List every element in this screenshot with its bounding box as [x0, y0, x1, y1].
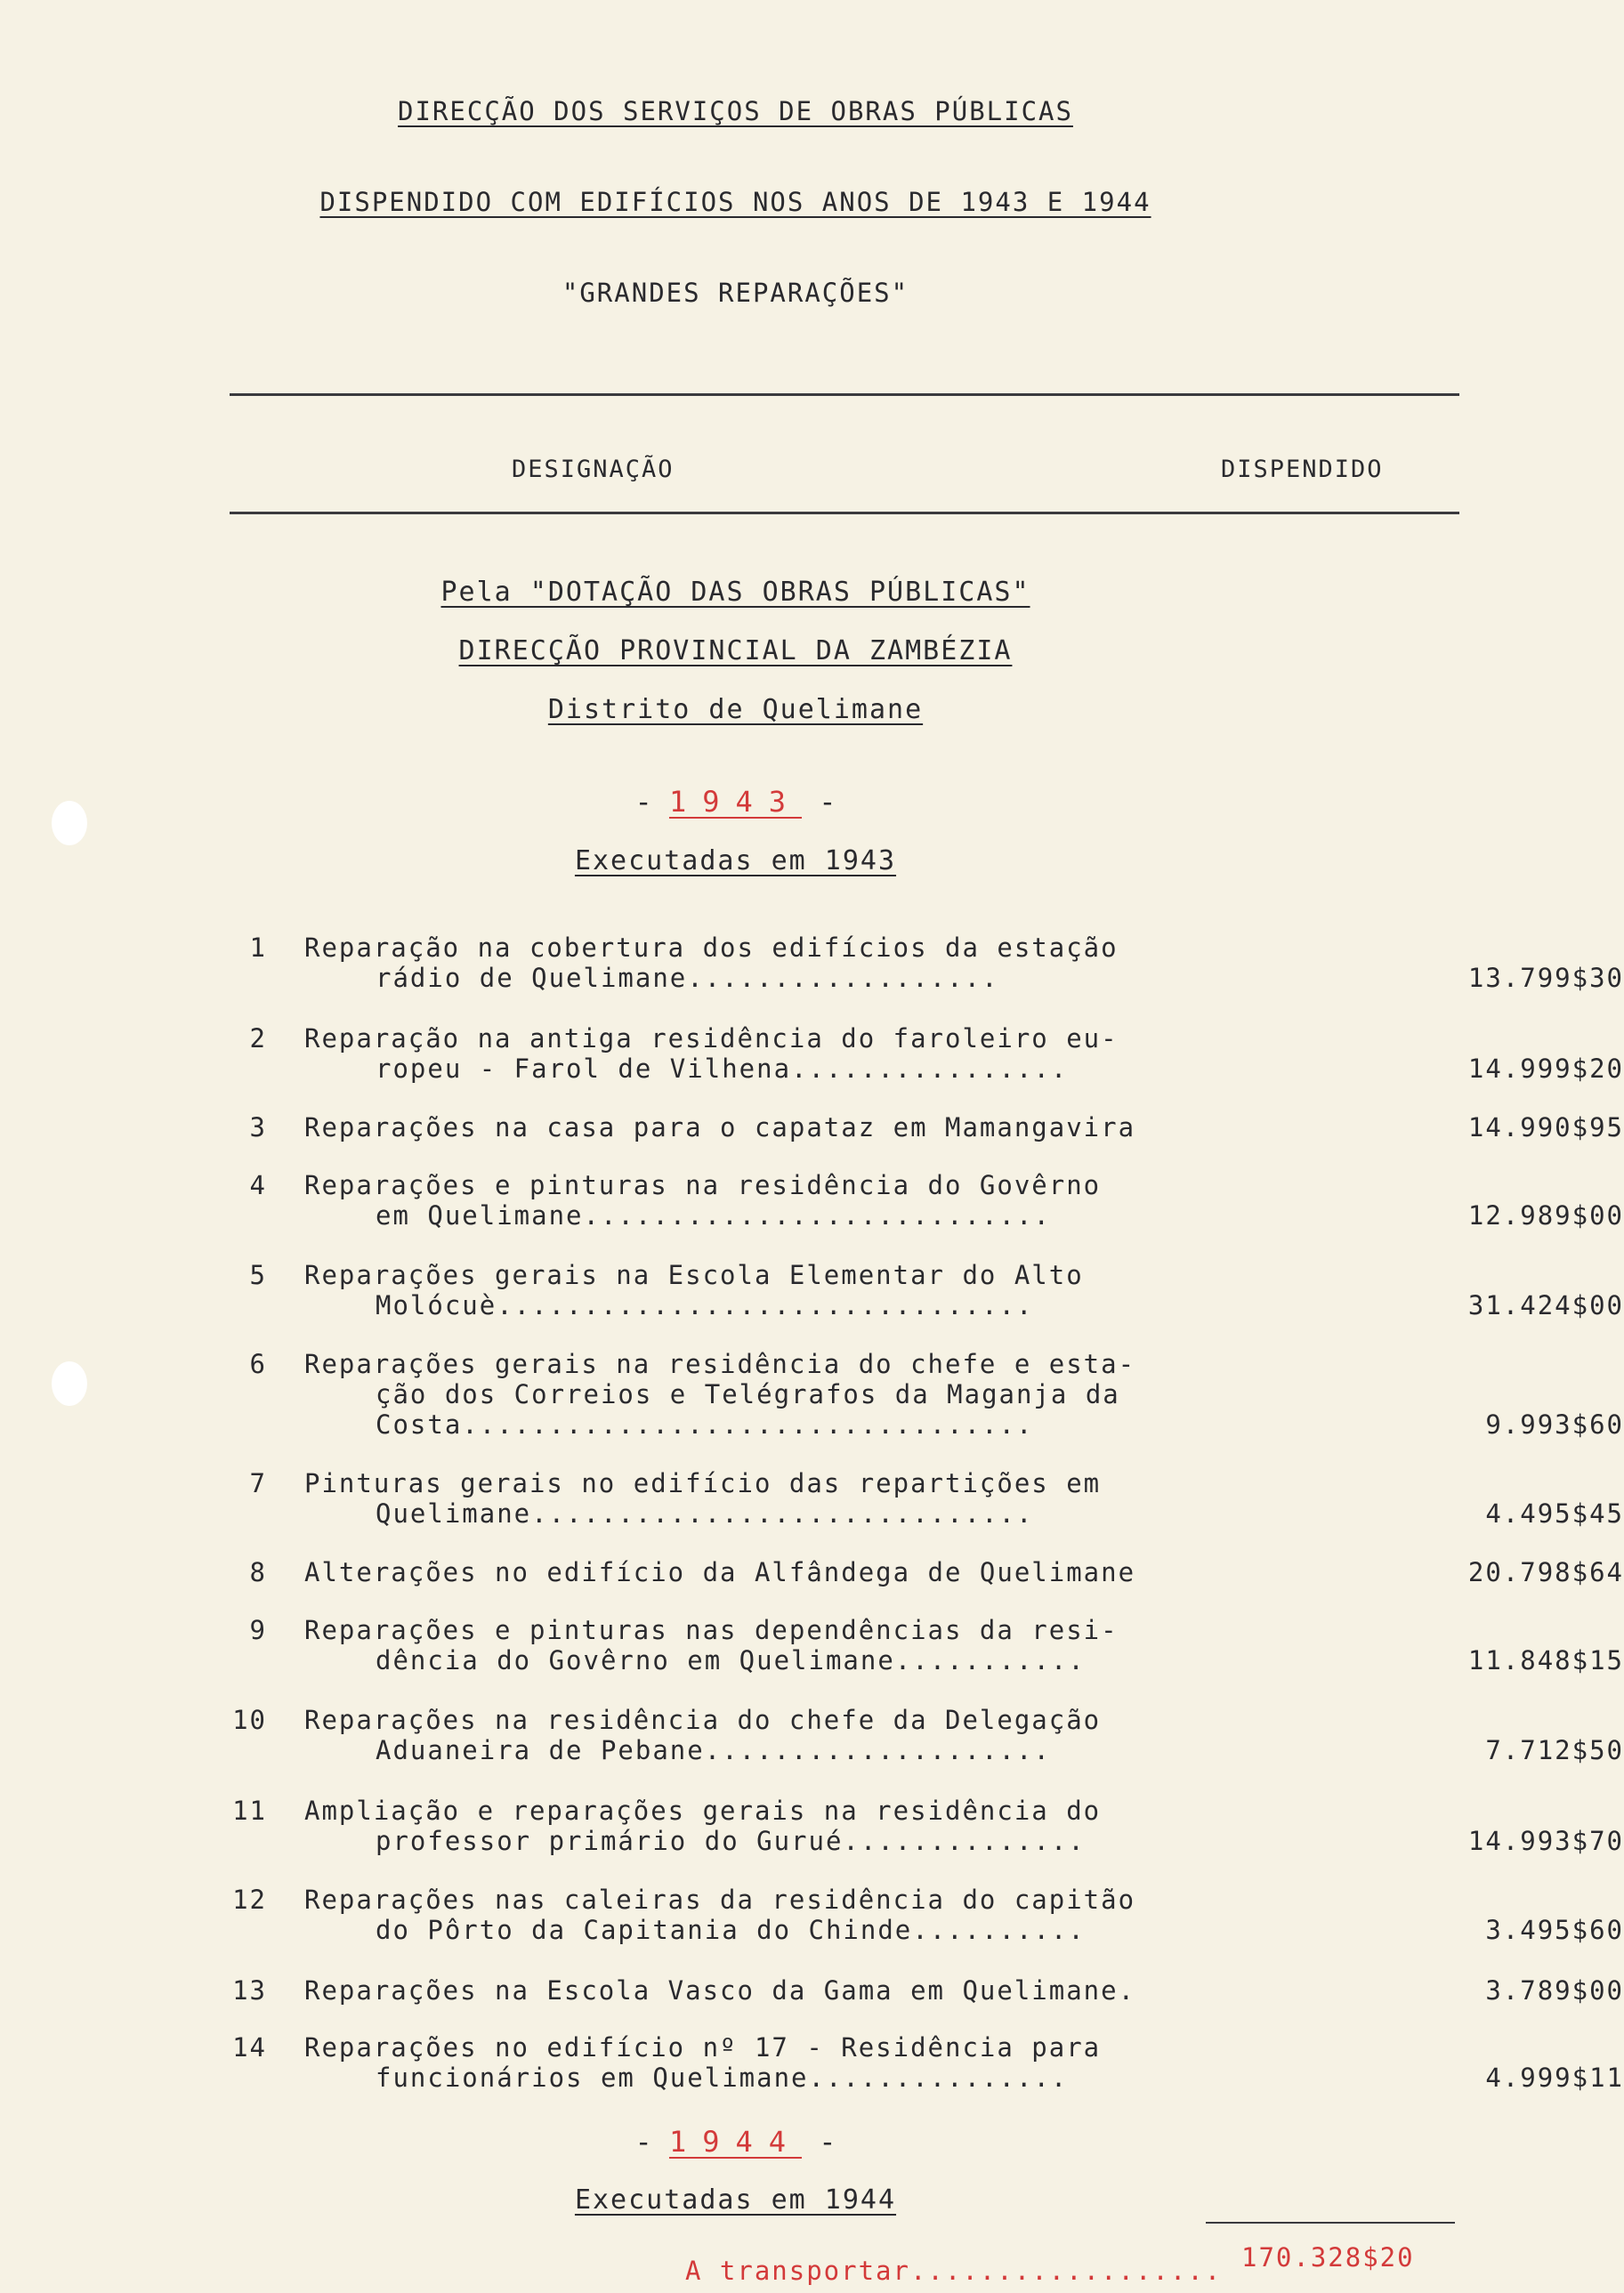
item-description-line: funcionários em Quelimane............... [376, 2063, 1069, 2093]
executed-1943: Executadas em 1943 [574, 845, 897, 876]
year-1944: 1944 [668, 2125, 803, 2159]
item-description-line: Molócuè............................... [376, 1290, 1034, 1320]
item-number: 6 [249, 1349, 267, 1379]
section-line-3: Distrito de Quelimane [547, 694, 924, 725]
year-1943: 1943 [668, 785, 803, 819]
item-description-line: Ampliação e reparações gerais na residência do [304, 1796, 1102, 1826]
table-header-rule [230, 512, 1459, 514]
item-description-line: Costa................................. [376, 1409, 1034, 1440]
year-heading-1943: - 1943 - [634, 785, 836, 819]
item-description-line: Reparações no edifício nº 17 - Residência para [304, 2032, 1102, 2063]
item-description-line: ropeu - Farol de Vilhena................ [376, 1054, 1069, 1084]
item-description-line: Reparações na Escola Vasco da Gama em Quelimane. [304, 1975, 1136, 2006]
punch-hole [52, 1361, 87, 1406]
item-description [304, 1885, 1194, 1945]
item-amount: 31.424$00 [1467, 1290, 1624, 1320]
item-number: 12 [232, 1885, 267, 1915]
item-description-line: Reparação na antiga residência do faroleiro eu- [304, 1023, 1119, 1054]
item-description-line: do Pôrto da Capitania do Chinde.......... [376, 1915, 1086, 1945]
item-description [304, 1796, 1194, 1856]
item-number: 3 [249, 1112, 267, 1142]
item-amount: 20.798$64 [1467, 1557, 1624, 1587]
header-line-3: "GRANDES REPARAÇÕES" [562, 278, 909, 308]
item-description [304, 2032, 1194, 2093]
item-description-line: Pinturas gerais no edifício das repartições em [304, 1468, 1102, 1498]
item-amount: 3.495$60 [1485, 1915, 1624, 1945]
item-number: 5 [249, 1260, 267, 1290]
item-description-line: Reparações gerais na Escola Elementar do Alto [304, 1260, 1084, 1290]
item-description [304, 1557, 1194, 1587]
item-description [304, 1023, 1194, 1084]
section-funding [0, 577, 1471, 608]
item-description-line: em Quelimane........................... [376, 1200, 1051, 1231]
header-title [0, 96, 1471, 126]
item-description-line: Reparações e pinturas na residência do Govêrno [304, 1170, 1102, 1200]
item-description-line: Reparações na residência do chefe da Delegação [304, 1705, 1102, 1735]
item-description-line: professor primário do Gurué.............. [376, 1826, 1086, 1856]
section-line-2: DIRECÇÃO PROVINCIAL DA ZAMBÉZIA [458, 635, 1013, 666]
item-description [304, 1349, 1194, 1440]
item-number: 10 [232, 1705, 267, 1735]
header-line-1: DIRECÇÃO DOS SERVIÇOS DE OBRAS PÚBLICAS [398, 96, 1073, 126]
item-amount: 14.990$95 [1467, 1112, 1624, 1142]
item-description-line: Reparações gerais na residência do chefe e esta- [304, 1349, 1136, 1379]
column-header-spent: DISPENDIDO [1221, 456, 1384, 483]
item-description [304, 1615, 1194, 1675]
column-header-designation: DESIGNAÇÃO [512, 456, 675, 483]
item-number: 14 [232, 2032, 267, 2063]
item-amount: 14.999$20 [1467, 1054, 1624, 1084]
item-amount: 4.999$11 [1485, 2063, 1624, 2093]
item-description-line: Aduaneira de Pebane.................... [376, 1735, 1051, 1765]
header-line-2: DISPENDIDO COM EDIFÍCIOS NOS ANOS DE 1943 E 1944 [319, 187, 1151, 217]
item-description [304, 1112, 1194, 1142]
item-number: 4 [249, 1170, 267, 1200]
item-description [304, 1975, 1194, 2006]
item-description [304, 933, 1194, 993]
item-number: 7 [249, 1468, 267, 1498]
carry-forward-label: A transportar.................. [685, 2256, 1223, 2286]
item-number: 1 [249, 933, 267, 963]
item-number: 11 [232, 1796, 267, 1826]
item-amount: 14.993$70 [1467, 1826, 1624, 1856]
item-amount: 4.495$45 [1485, 1498, 1624, 1529]
item-amount: 13.799$30 [1467, 963, 1624, 993]
item-amount: 7.712$50 [1485, 1735, 1624, 1765]
section-district [0, 694, 1471, 725]
section-line-1: Pela "DOTAÇÃO DAS OBRAS PÚBLICAS" [440, 577, 1030, 608]
item-amount: 11.848$15 [1467, 1645, 1624, 1675]
total-rule [1206, 2222, 1455, 2224]
item-description [304, 1260, 1194, 1320]
header-category [0, 278, 1471, 308]
item-description-line: Alterações no edifício da Alfândega de Quelimane [304, 1557, 1136, 1587]
item-amount: 3.789$00 [1485, 1975, 1624, 2006]
section-directorate [0, 635, 1471, 666]
item-description-line: ção dos Correios e Telégrafos da Maganja da [376, 1379, 1120, 1409]
carry-forward-total: 170.328$20 [1241, 2242, 1415, 2273]
item-description [304, 1468, 1194, 1529]
item-description-line: Reparações e pinturas nas dependências da resi- [304, 1615, 1119, 1645]
item-description-line: Reparação na cobertura dos edifícios da estação [304, 933, 1119, 963]
item-number: 13 [232, 1975, 267, 2006]
item-description-line: rádio de Quelimane.................. [376, 963, 999, 993]
table-top-rule [230, 393, 1459, 396]
item-amount: 12.989$00 [1467, 1200, 1624, 1231]
item-number: 9 [249, 1615, 267, 1645]
item-description-line: dência do Govêrno em Quelimane........... [376, 1645, 1086, 1675]
item-amount: 9.993$60 [1485, 1409, 1624, 1440]
header-subtitle [0, 187, 1471, 217]
year-heading-1944: - 1944 - [634, 2125, 836, 2159]
item-description [304, 1705, 1194, 1765]
item-description [304, 1170, 1194, 1231]
item-description-line: Quelimane............................. [376, 1498, 1034, 1529]
item-description-line: Reparações nas caleiras da residência do capitão [304, 1885, 1136, 1915]
item-number: 2 [249, 1023, 267, 1054]
item-description-line: Reparações na casa para o capataz em Mamangavira [304, 1112, 1136, 1142]
item-number: 8 [249, 1557, 267, 1587]
executed-1944: Executadas em 1944 [574, 2184, 897, 2216]
